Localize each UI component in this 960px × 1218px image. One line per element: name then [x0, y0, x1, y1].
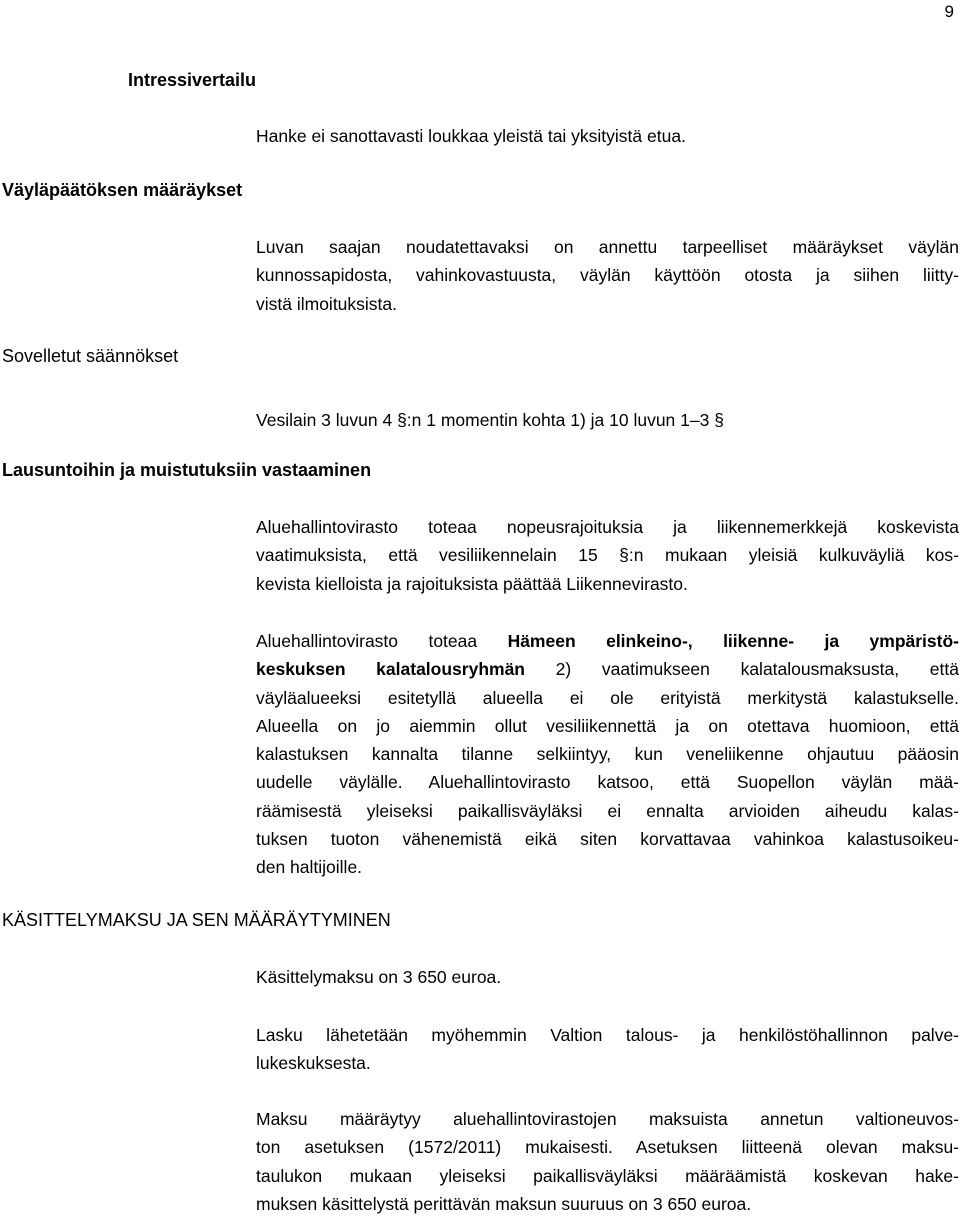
paragraph-line: muksen käsittelystä perittävän maksun suuruus on 3 650 euroa. — [256, 1193, 752, 1214]
paragraph-line — [256, 768, 959, 796]
paragraph-line: Hanke ei sanottavasti loukkaa yleistä tai yksityistä etua. — [256, 126, 686, 146]
paragraph-line: Lasku lähetetään myöhemmin Valtion talous- ja henkilöstöhallinnon palve- — [256, 1025, 959, 1045]
heading-sovelletut-saannokset: Sovelletut säännökset — [2, 346, 179, 366]
paragraph-line — [256, 825, 959, 853]
heading-intressivertailu: Intressivertailu — [128, 70, 257, 90]
text-run: Aluehallintovirasto toteaa — [256, 631, 508, 651]
paragraph-line: Vesilain 3 luvun 4 §:n 1 momentin kohta 1) ja 10 luvun 1–3 § — [256, 410, 724, 430]
paragraph-line — [256, 627, 959, 655]
heading-vaylapaatoksen-maaraykset: Väyläpäätöksen määräykset — [2, 180, 243, 200]
paragraph-kasittelymaksu-lasku — [256, 1021, 959, 1078]
paragraph-line: Aluehallintovirasto toteaa nopeusrajoituksia ja liikennemerkkejä koskevista — [256, 517, 959, 537]
paragraph-saannokset — [256, 406, 959, 434]
paragraph-line: Käsittelymaksu on 3 650 euroa. — [256, 967, 502, 987]
paragraph-line — [256, 655, 959, 683]
paragraph-line: vaatimuksista, että vesiliikennelain 15 §:n mukaan yleisiä kulkuväyliä kos- — [256, 545, 959, 566]
paragraph-kasittelymaksu-amount — [256, 963, 959, 991]
text-run: uudelle väylälle. Aluehallintovirasto katsoo, että Suopellon väylän mää- — [256, 772, 959, 793]
text-run: räämisestä yleiseksi paikallisväyläksi ei ennalta arvioiden aiheudu kalas- — [256, 800, 959, 821]
paragraph-kasittelymaksu-peruste — [256, 1105, 959, 1218]
paragraph-line: lukeskuksesta. — [256, 1053, 371, 1074]
paragraph-line: ton asetuksen (1572/2011) mukaisesti. Asetuksen liitteenä olevan maksu- — [256, 1137, 959, 1158]
paragraph-line — [256, 712, 959, 740]
bold-text-run: Hämeen elinkeino-, liikenne- ja ympäristö- — [507, 631, 959, 651]
text-run: den haltijoille. — [256, 857, 363, 878]
paragraph-line: Maksu määräytyy aluehallintovirastojen maksuista annetun valtioneuvos- — [256, 1109, 959, 1129]
text-run: väyläalueeksi esitetyllä alueella ei ole erityistä merkitystä kalastukselle. — [256, 687, 959, 708]
text-run: tuksen tuoton vähenemistä eikä siten korvattavaa vahinkoa kalastusoikeu- — [256, 829, 959, 850]
paragraph-line — [256, 853, 959, 881]
bold-text-run: keskuksen kalatalousryhmän — [256, 659, 525, 680]
paragraph-line — [256, 684, 959, 712]
paragraph-line — [256, 740, 959, 768]
paragraph-lausunnot-1 — [256, 513, 959, 598]
paragraph-line: kevista kielloista ja rajoituksista päättää Liikennevirasto. — [256, 573, 688, 594]
page-number: 9 — [944, 2, 954, 21]
paragraph-line: Luvan saajan noudatettavaksi on annettu tarpeelliset määräykset väylän — [256, 237, 959, 257]
paragraph-line — [256, 797, 959, 825]
text-run: Alueella on jo aiemmin ollut vesiliikennettä ja on otettava huomioon, että — [256, 715, 959, 736]
heading-kasittelymaksu: KÄSITTELYMAKSU JA SEN MÄÄRÄYTYMINEN — [2, 910, 391, 930]
paragraph-line: kunnossapidosta, vahinkovastuusta, väylän käyttöön otosta ja siihen liitty- — [256, 265, 959, 286]
paragraph-maaraykset — [256, 233, 959, 318]
paragraph-lausunnot-2 — [256, 627, 959, 882]
text-run: kalastuksen kannalta tilanne selkiintyy, kun veneliikenne ohjautuu pääosin — [256, 744, 959, 765]
paragraph-line: vistä ilmoituksista. — [256, 293, 398, 314]
paragraph-line: taulukon mukaan yleiseksi paikallisväyläksi määräämistä koskevan hake- — [256, 1165, 959, 1186]
paragraph-intressivertailu — [256, 122, 959, 150]
text-run: 2) vaatimukseen kalatalousmaksusta, että — [525, 659, 959, 680]
heading-lausuntoihin-vastaaminen: Lausuntoihin ja muistutuksiin vastaaminen — [2, 460, 372, 480]
